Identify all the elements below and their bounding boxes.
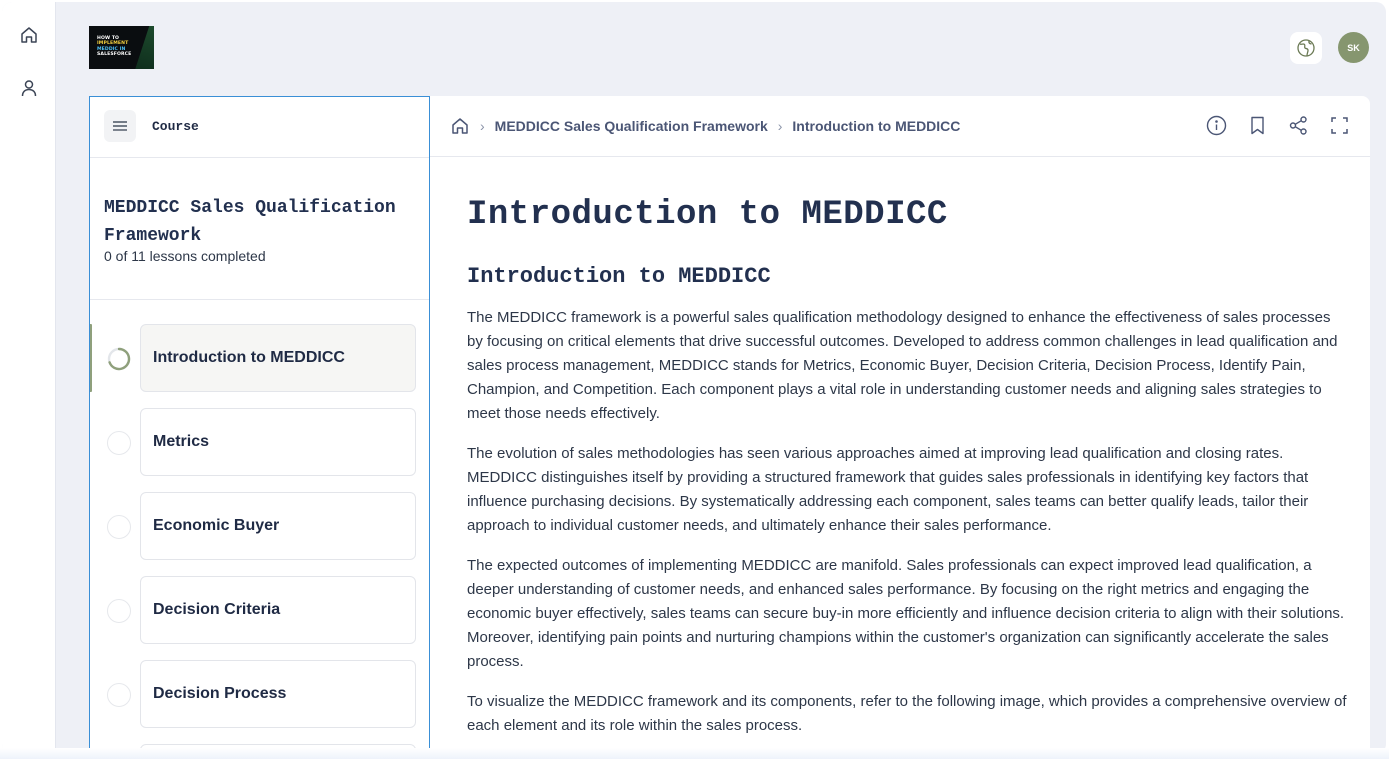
- logo-line: MEDDIC IN: [97, 46, 126, 52]
- chevron-right-icon: ›: [777, 118, 783, 134]
- active-lesson-indicator: [89, 324, 92, 392]
- lesson-status-icon: [107, 431, 131, 455]
- course-info: [90, 158, 429, 300]
- lesson-label: Decision Process: [153, 685, 287, 702]
- lesson-label: Metrics: [153, 433, 210, 450]
- lesson-item-metrics[interactable]: [140, 408, 416, 476]
- chevron-right-icon: ›: [480, 118, 485, 134]
- breadcrumb-current: Introduction to MEDDICC: [792, 118, 961, 134]
- breadcrumb-home-icon[interactable]: [450, 116, 470, 136]
- lesson-item-introduction[interactable]: [140, 324, 416, 392]
- course-title: MEDDICC Sales Qualification Framework: [104, 198, 396, 246]
- avatar[interactable]: SK: [1338, 32, 1369, 63]
- breadcrumb-course-link[interactable]: MEDDICC Sales Qualification Framework: [494, 118, 768, 134]
- course-progress-text: 0 of 11 lessons completed: [104, 248, 266, 264]
- article-paragraph: The evolution of sales methodologies has seen various approaches aimed at improving lead qualification and closing rates. MEDDICC distinguishes itself by providing a structured framework that guides sales professionals in identifying key factors that influence purchasing decisions. By systematically addressing each component, sales teams can better qualify leads, tailor their approach to individual customer needs, and ultimately enhance their sales performance.: [467, 445, 1309, 534]
- content-header: [430, 96, 1370, 157]
- app-frame: [2, 2, 1386, 754]
- hamburger-icon: [112, 120, 128, 132]
- article-title: Introduction to MEDDICC: [467, 196, 948, 234]
- lesson-status-icon: [107, 515, 131, 539]
- course-sidebar-header: [90, 97, 429, 158]
- course-label: Course: [152, 119, 199, 134]
- article-subtitle: Introduction to MEDDICC: [467, 264, 771, 289]
- home-icon[interactable]: [16, 22, 42, 48]
- lesson-status-in-progress-icon: [107, 347, 131, 371]
- lesson-item-decision-process[interactable]: [140, 660, 416, 728]
- breadcrumb: [450, 116, 960, 136]
- lesson-label: Introduction to MEDDICC: [153, 349, 345, 366]
- globe-icon: [1296, 38, 1316, 58]
- course-sidebar: [89, 96, 430, 750]
- lesson-content: [430, 96, 1370, 754]
- info-icon[interactable]: [1206, 115, 1227, 136]
- globe-button[interactable]: [1290, 32, 1322, 64]
- menu-button[interactable]: [104, 110, 136, 142]
- logo-text: [97, 36, 131, 58]
- bookmark-icon[interactable]: [1247, 115, 1268, 136]
- icon-rail: [2, 2, 56, 754]
- lesson-status-icon: [107, 599, 131, 623]
- logo-line: SALESFORCE: [97, 52, 132, 58]
- article-paragraph: The expected outcomes of implementing MEDDICC are manifold. Sales professionals can expect improved lead qualification, a deeper understanding of customer needs, and enhanced sales performance. By focusing on the right metrics and engaging the economic buyer effectively, sales teams can secure buy-in more efficiently and influence decision criteria to align with their solutions. Moreover, identifying pain points and nurturing champions within the customer's organization can significantly accelerate the sales process.: [467, 557, 1345, 670]
- lesson-item-decision-criteria[interactable]: [140, 576, 416, 644]
- lesson-label: Economic Buyer: [153, 517, 280, 534]
- user-icon[interactable]: [16, 75, 42, 101]
- logo-line: HOW TO: [97, 36, 120, 41]
- article-paragraph: To visualize the MEDDICC framework and its components, refer to the following image, which provides a comprehensive overview of each element and its role within the sales process.: [467, 693, 1347, 734]
- share-icon[interactable]: [1288, 115, 1309, 136]
- lesson-item-economic-buyer[interactable]: [140, 492, 416, 560]
- article: [467, 196, 1347, 738]
- course-logo: [89, 26, 154, 69]
- logo-line: IMPLEMENT: [97, 41, 129, 47]
- fullscreen-icon[interactable]: [1329, 115, 1350, 136]
- article-paragraph: The MEDDICC framework is a powerful sales qualification methodology designed to enhance the effectiveness of sales processes by focusing on critical elements that drive successful outcomes. Developed to address common challenges in lead qualification and sales process management, MEDDICC stands for Metrics, Economic Buyer, Decision Criteria, Decision Process, Identify Pain, Champion, and Competition. Each component plays a vital role in understanding customer needs and aligning sales strategies to meet those needs effectively.: [467, 309, 1338, 422]
- header-actions: [1206, 115, 1350, 136]
- bottom-shade: [0, 748, 1389, 759]
- lesson-label: Decision Criteria: [153, 601, 281, 618]
- logo-stripe: [133, 26, 154, 69]
- lesson-status-icon: [107, 683, 131, 707]
